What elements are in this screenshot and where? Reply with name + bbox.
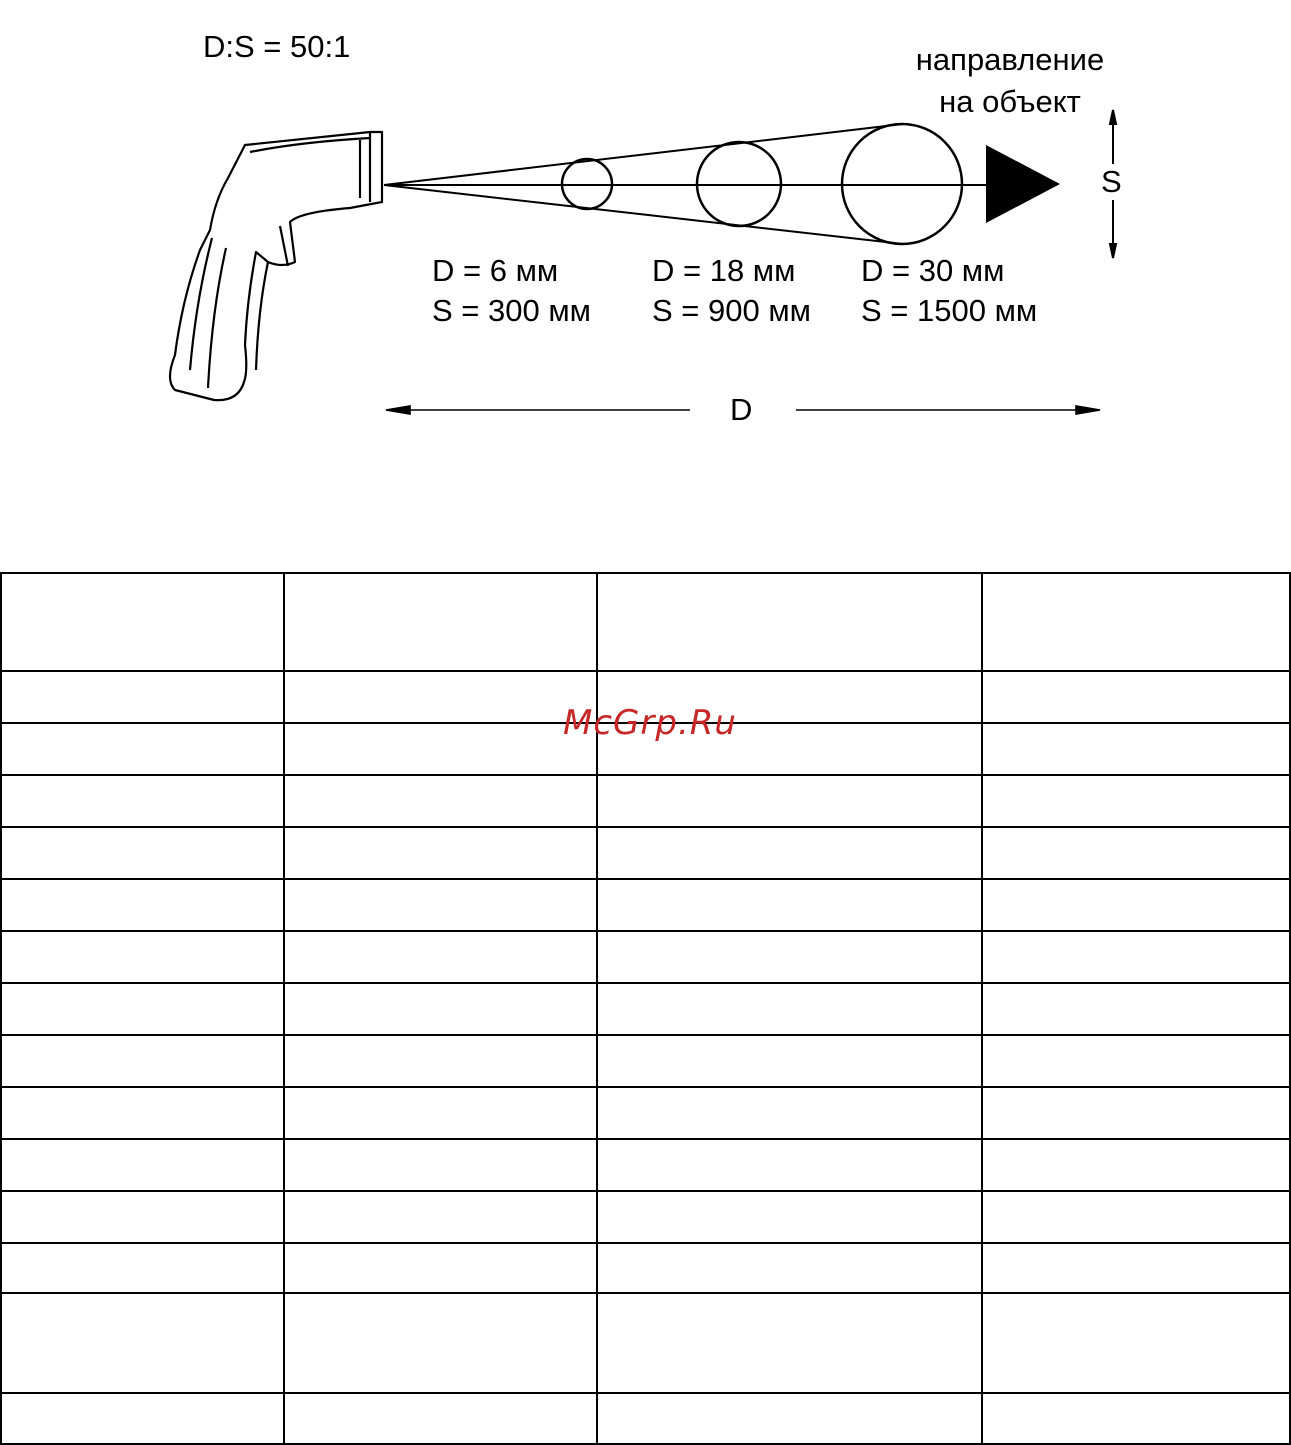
spot-spec-1: [432, 251, 591, 331]
table-row-line: [0, 774, 1291, 776]
spot-2-d: D = 18 мм: [652, 253, 796, 288]
d-axis-label: D: [730, 392, 753, 427]
table-row-line: [0, 1292, 1291, 1294]
table-row-line: [0, 826, 1291, 828]
spot-1-d: D = 6 мм: [432, 253, 559, 288]
ir-thermometer-icon: [170, 132, 382, 400]
spot-spec-2: [652, 251, 811, 331]
spot-1-s: S = 300 мм: [432, 293, 591, 328]
table-row-line: [0, 572, 1291, 574]
table-column-line: [981, 572, 983, 1445]
measurement-cone: [384, 124, 990, 244]
table-row-line: [0, 1242, 1291, 1244]
table-row-line: [0, 1190, 1291, 1192]
spot-spec-3: [861, 251, 1037, 331]
table-row-line: [0, 1392, 1291, 1394]
spot-3-d: D = 30 мм: [861, 253, 1005, 288]
table-row-line: [0, 878, 1291, 880]
direction-label-line2: на объект: [939, 84, 1081, 119]
direction-label-line1: направление: [915, 42, 1105, 77]
table-row-line: [0, 1034, 1291, 1036]
ratio-label: D:S = 50:1: [203, 29, 351, 64]
target-arrow-icon: [986, 145, 1060, 223]
table-row-line: [0, 1086, 1291, 1088]
spot-2-s: S = 900 мм: [652, 293, 811, 328]
s-axis-label: S: [1101, 164, 1122, 199]
table-row-line: [0, 670, 1291, 672]
ds-ratio-diagram: [0, 0, 1291, 460]
watermark: McGrp.Ru: [563, 703, 737, 743]
table-column-line: [283, 572, 285, 1445]
spot-3-s: S = 1500 мм: [861, 293, 1038, 328]
table-row-line: [0, 982, 1291, 984]
table-row-line: [0, 1138, 1291, 1140]
table-row-line: [0, 930, 1291, 932]
table-column-line: [0, 572, 2, 1445]
